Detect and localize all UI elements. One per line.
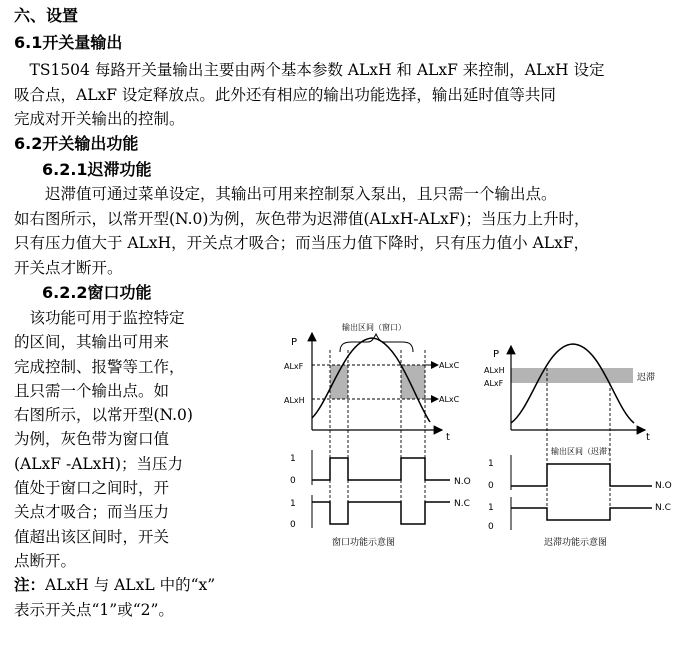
window-interval-brace [340,334,413,352]
window-pressure-curve [312,338,430,422]
paragraph-6-2-2 [14,306,215,622]
window-nc-signal [312,502,450,524]
window-alxc-top-label: ALxC [439,361,460,370]
window-interval-label: 输出区间（窗口） [342,323,406,332]
hysteresis-alxf-label: ALxF [484,379,504,388]
hysteresis-p-label: P [493,349,500,360]
text-line: 只有压力值大于 ALxH，开关点才吸合；而当压力值下降时，只有压力值小 ALxF， [14,234,590,252]
section-title: 六、设置 [14,6,79,25]
window-t-label: t [446,432,450,443]
heading-6-2-2: 6.2.2窗口功能 [42,283,152,302]
window-no-label: N.O [454,477,471,487]
hysteresis-t-label: t [646,432,650,443]
window-p-label: P [291,337,298,348]
hysteresis-nc-signal [511,508,652,520]
text-line: (ALxF -ALxH)；当压力 [14,454,183,473]
hysteresis-nc-label: N.C [655,503,671,513]
hysteresis-pressure-curve [511,344,634,423]
paragraph-6-1 [14,58,604,132]
window-nc-label: N.C [454,499,470,509]
hysteresis-interval-label: 输出区间（迟滞） [551,447,615,456]
text-line: 迟滞值可通过菜单设定，其输出可用来控制泵入泵出，且只需一个输出点。 [14,185,557,203]
heading-6-2-1: 6.2.1迟滞功能 [42,160,152,179]
note-line-1 [14,573,215,597]
text-line: 点断开。 [14,551,77,570]
window-alxf-label: ALxF [284,362,304,371]
hysteresis-caption: 迟滞功能示意图 [544,538,608,548]
paragraph-6-2-1 [14,182,590,280]
text-line: 值超出该区间时，开关 [14,527,170,546]
text-line: 该功能可用于监控特定 [14,309,185,327]
note-text-1: ALxH 与 ALxL 中的“x” [45,576,216,595]
heading-6-1: 6.1开关量输出 [14,33,123,52]
hysteresis-no-signal [511,464,652,486]
window-alxh-label: ALxH [284,396,305,405]
text-line: 的区间，其输出可用来 [14,333,170,352]
text-line: 开关点才断开。 [14,258,123,277]
hysteresis-nc-zero: 0 [488,522,494,532]
window-alxc-bottom-label: ALxC [439,395,460,404]
hysteresis-no-label: N.O [655,481,672,491]
hysteresis-no-zero: 0 [488,481,494,491]
text-line: 完成控制、报警等工作， [14,357,185,376]
window-band-right [401,365,425,399]
note-line-2: 表示开关点“1”或“2”。 [14,600,174,619]
window-nc-zero: 0 [290,520,296,530]
text-line: 为例，灰色带为窗口值 [14,430,170,449]
heading-6-2: 6.2开关输出功能 [14,134,139,153]
window-band-left [330,365,348,399]
window-nc-one: 1 [290,499,296,509]
window-no-zero: 0 [290,476,296,486]
text-line: 且只需一个输出点。如 [14,381,170,400]
hysteresis-nc-one: 1 [488,503,494,513]
hysteresis-no-one: 1 [488,459,494,469]
text-line: 如右图所示，以常开型(N.0)为例，灰色带为迟滞值(ALxH-ALxF)；当压力上升时， [14,209,590,228]
text-line: 完成对开关输出的控制。 [14,110,185,128]
window-no-one: 1 [290,454,296,464]
note-label: 注： [14,576,46,595]
text-line: 吸合点，ALxF 设定释放点。此外还有相应的输出功能选择，输出延时值等共同 [14,85,556,104]
text-line: 值处于窗口之间时，开 [14,479,170,498]
text-line: 关点才吸合；而当压力 [14,503,170,522]
window-caption: 窗口功能示意图 [332,538,396,548]
window-no-signal [312,458,450,480]
hysteresis-band [511,368,633,383]
hysteresis-band-label: 迟滞 [637,373,656,383]
text-line: 右图所示，以常开型(N.0) [14,406,193,425]
hysteresis-alxh-label: ALxH [484,366,505,375]
text-line: TS1504 每路开关量输出主要由两个基本参数 ALxH 和 ALxF 来控制，ALxH 设定 [14,61,605,79]
window-band-group [330,365,425,399]
